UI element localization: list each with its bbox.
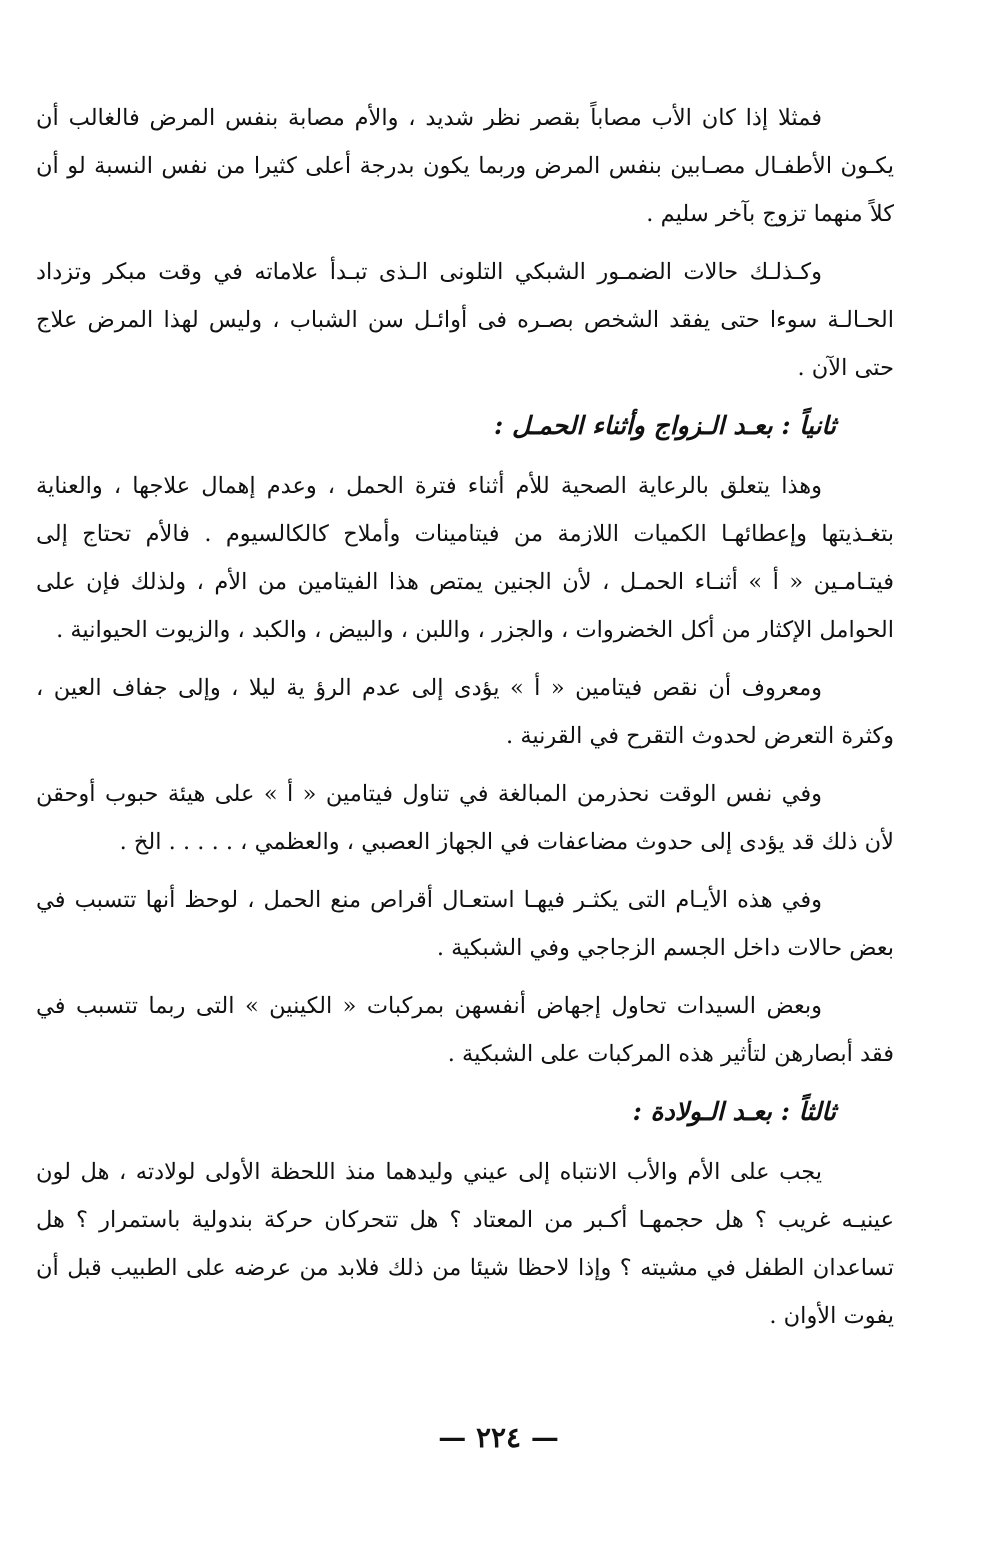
paragraph-hereditary-myopia: فمثلا إذا كان الأب مصاباً بقصر نظر شديد ، والأم مصابة بنفس المرض فالغالب أن يكـون الأطفـال مصـابين بنفس المرض وربما يكون بدرجة أعلى كثيرا من نفس النسبة لو أن كلاً منهما تزوج بآخر سليم . bbox=[36, 105, 894, 227]
section-heading-pregnancy: ثانياً : بعـد الـزواج وأثناء الحمـل : bbox=[494, 411, 836, 440]
paragraph-prenatal-care: وهذا يتعلق بالرعاية الصحية للأم أثناء فترة الحمل ، وعدم إهمال علاجها ، والعناية بتغـذيتها وإعطائهـا الكميات اللازمة من فيتامينات وأملاح كالكالسيوم . فالأم تحتاج إلى فيتـامـين « أ » أثنـاء الحمـل ، لأن الجنين يمتص هذا الفيتامين من الأم ، ولذلك فإن على الحوامل الإكثار من أكل الخضروات ، والجزر ، واللبن ، والبيض ، والكبد ، والزيوت الحيوانية . bbox=[36, 473, 894, 643]
paragraph-quinine: وبعض السيدات تحاول إجهاض أنفسهن بمركبات « الكينين » التى ربما تتسبب في فقد أبصارهن لتأثير هذه المركبات على الشبكية . bbox=[36, 993, 894, 1067]
paragraph-vitamin-a-overdose: وفي نفس الوقت نحذرمن المبالغة في تناول فيتامين « أ » على هيئة حبوب أوحقن لأن ذلك قد يؤدى إلى حدوث مضاعفات في الجهاز العصبي ، والعظمي ، . . . . . الخ . bbox=[36, 781, 894, 855]
page-body bbox=[36, 94, 894, 1350]
section-heading-after-birth: ثالثاً : بعـد الـولادة : bbox=[632, 1097, 836, 1126]
page-number bbox=[0, 1418, 997, 1458]
paragraph-newborn-eyes: يجب على الأم والأب الانتباه إلى عيني وليدهما منذ اللحظة الأولى لولادته ، هل لون عينيـه غريب ؟ هل حجمهـا أكـبر من المعتاد ؟ هل تتحركان حركة بندولية باستمرار ؟ هل تساعدان الطفل في مشيته ؟ وإذا لاحظا شيئا من ذلك فلابد من عرضه على الطبيب قبل أن يفوت الأوان . bbox=[36, 1159, 894, 1329]
paragraph-vitamin-a-deficiency: ومعروف أن نقص فيتامين « أ » يؤدى إلى عدم الرؤ ية ليلا ، وإلى جفاف العين ، وكثرة التعرض لحدوث التقرح في القرنية . bbox=[36, 675, 894, 749]
page-number-dash-left: — bbox=[438, 1421, 467, 1454]
paragraph-contraceptive-pills: وفي هذه الأيـام التى يكثـر فيهـا استعـال أقراص منع الحمل ، لوحظ أنها تتسبب في بعض حالات داخل الجسم الزجاجي وفي الشبكية . bbox=[36, 887, 894, 961]
page-number-value: ٢٢٤ bbox=[475, 1421, 522, 1454]
page-number-dash-right: — bbox=[530, 1421, 559, 1454]
paragraph-retinitis-pigmentosa: وكـذلـك حالات الضمـور الشبكي التلونى الـذى تبـدأ علاماته في وقت مبكر وتزداد الحـالـة سوءا حتى يفقد الشخص بصـره فى أوائـل سن الشباب ، وليس لهذا المرض علاج حتى الآن . bbox=[36, 259, 894, 381]
